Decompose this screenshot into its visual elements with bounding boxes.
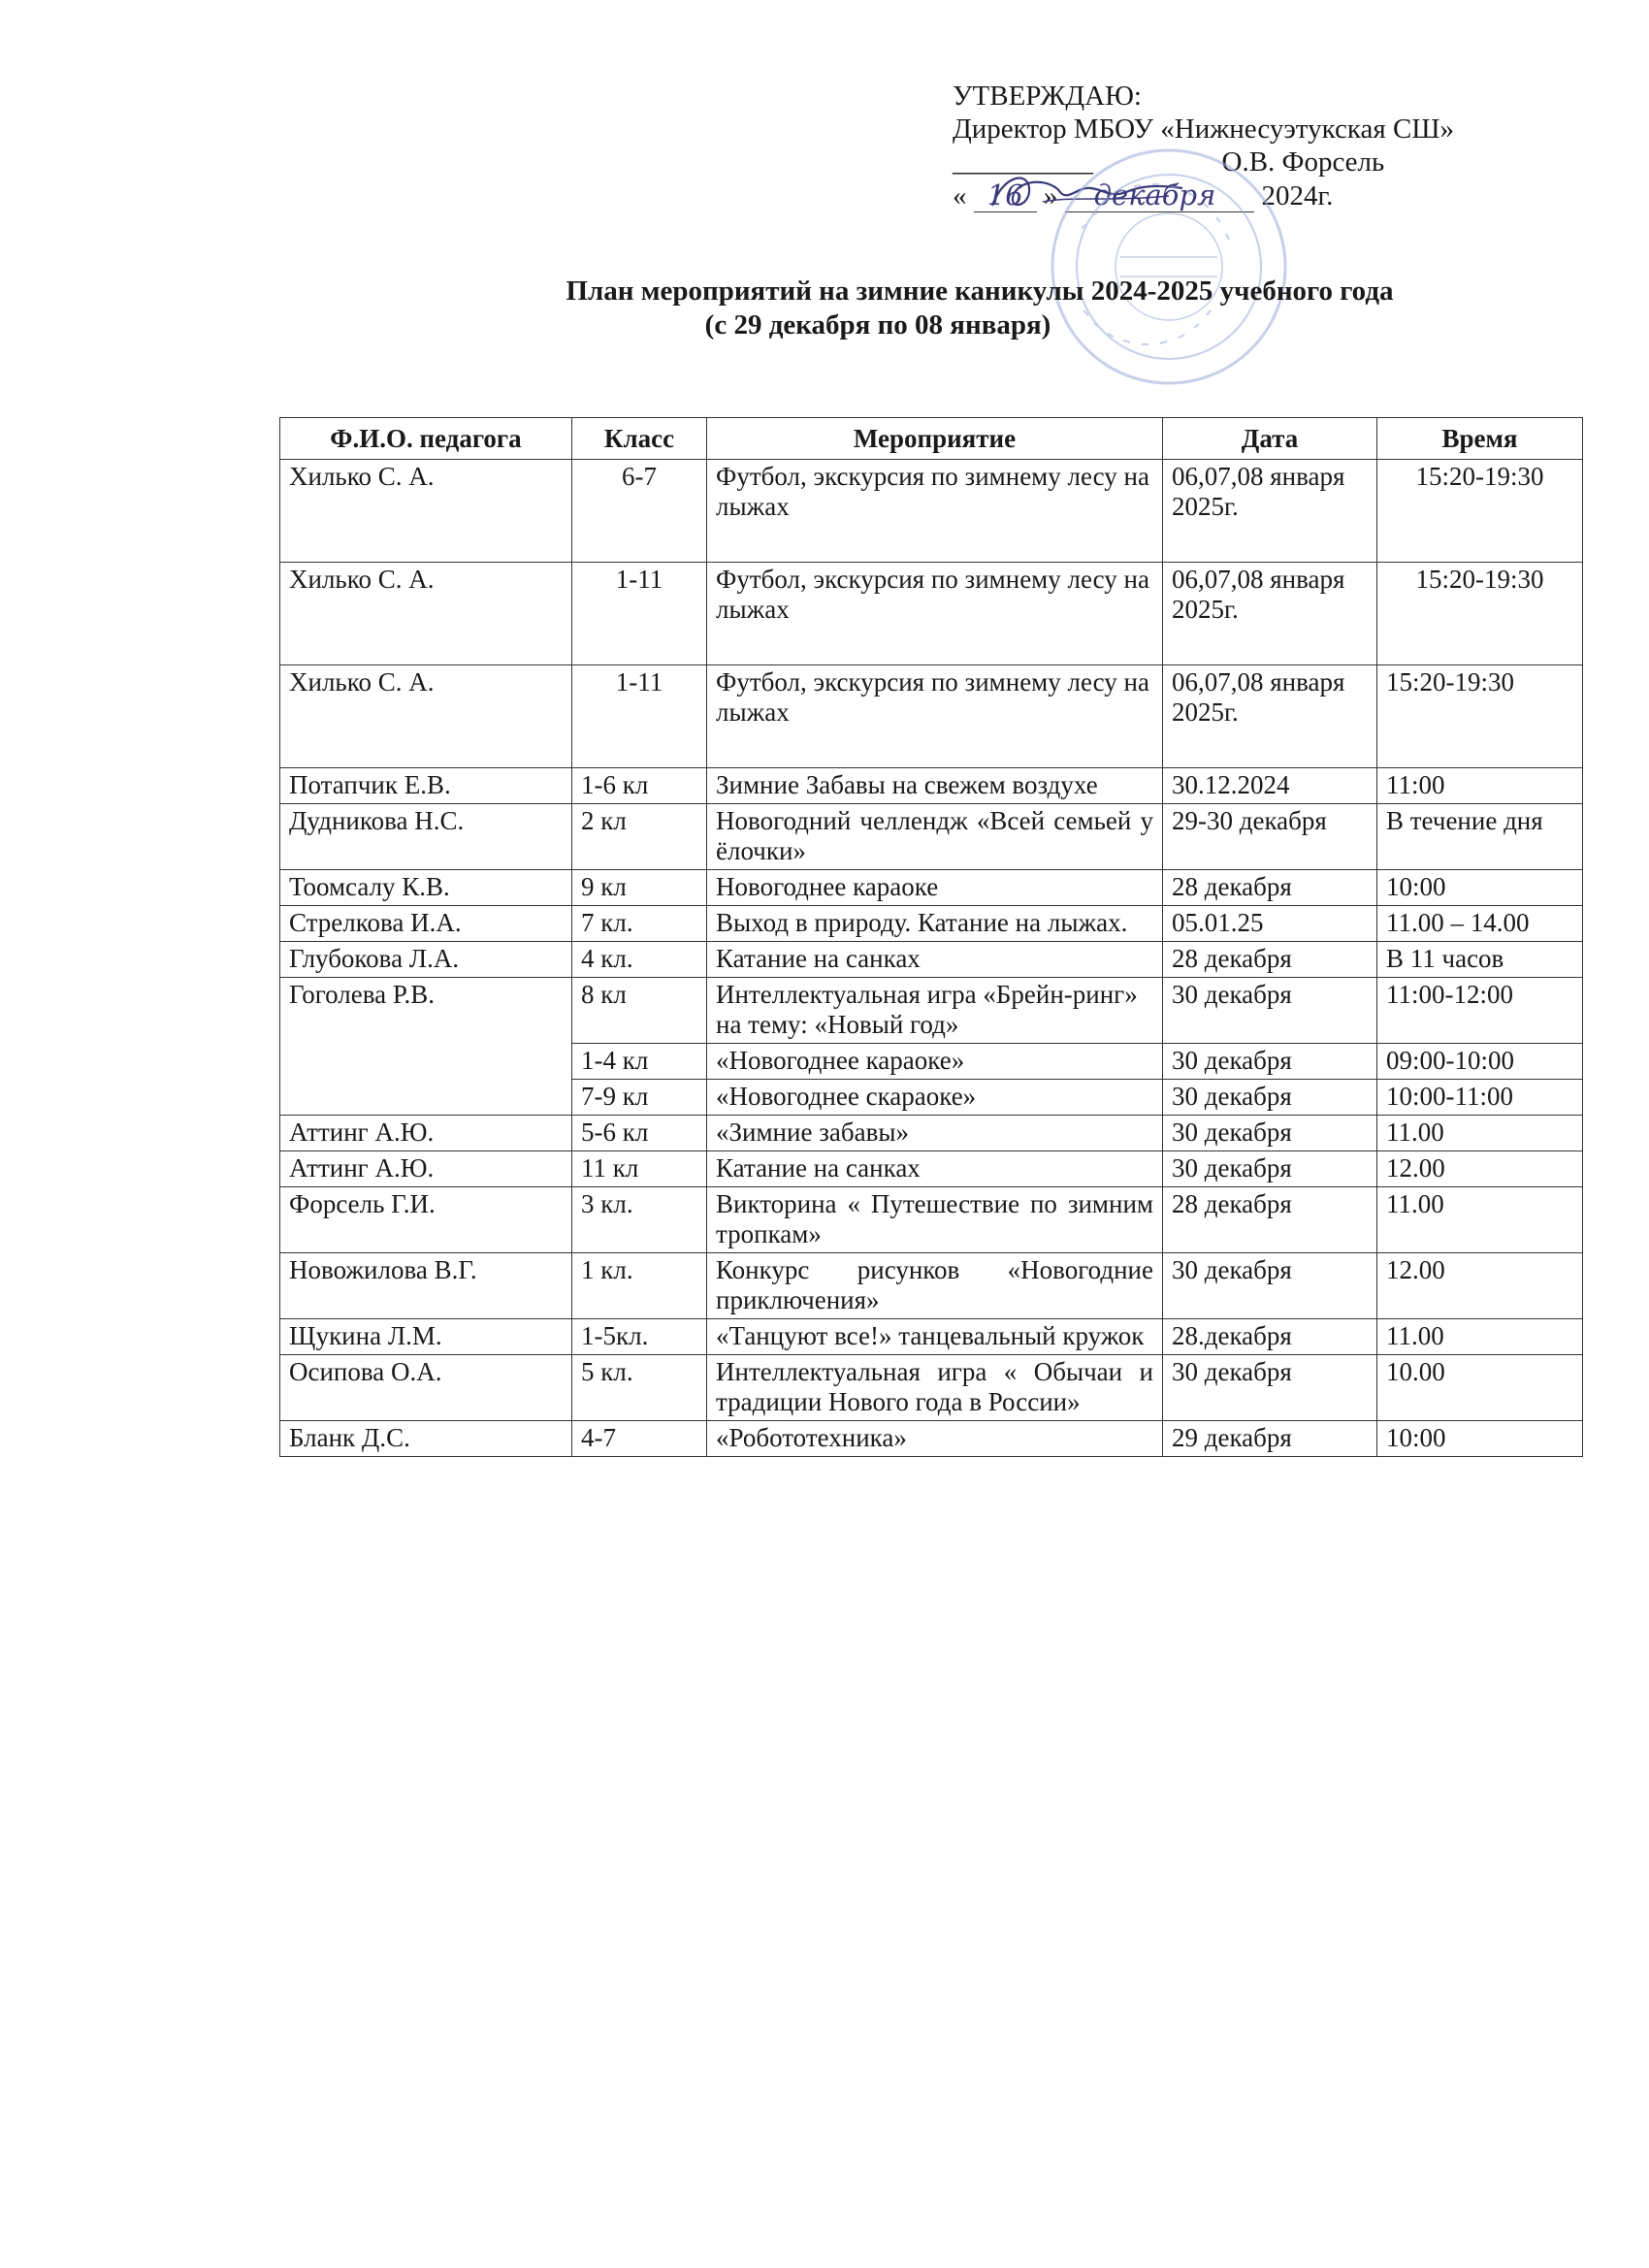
cell-date: 06,07,08 января 2025г.	[1163, 460, 1377, 563]
table-row	[280, 665, 1583, 768]
cell-teacher: Глубокова Л.А.	[280, 942, 572, 978]
cell-teacher: Гоголева Р.В.	[280, 978, 572, 1116]
cell-time: 11:00	[1377, 768, 1583, 804]
cell-time: 15:20-19:30	[1377, 563, 1583, 665]
cell-event: Интеллектуальная игра « Обычаи и традиции Нового года в России»	[707, 1355, 1163, 1421]
cell-class: 1-11	[572, 665, 707, 768]
cell-teacher: Хилько С. А.	[280, 460, 572, 563]
header-time: Время	[1377, 418, 1583, 460]
cell-teacher: Аттинг А.Ю.	[280, 1151, 572, 1187]
cell-class: 2 кл	[572, 804, 707, 870]
title-line-1: План мероприятий на зимние каникулы 2024-2025 учебного года	[566, 275, 1394, 307]
table-row	[280, 1116, 1583, 1151]
cell-event: «Новогоднее скараоке»	[707, 1080, 1163, 1116]
document-title	[0, 275, 1649, 342]
cell-time: 10:00	[1377, 1421, 1583, 1457]
cell-time: В 11 часов	[1377, 942, 1583, 978]
table-row	[280, 906, 1583, 942]
title-line-2: (с 29 декабря по 08 января)	[704, 309, 1051, 340]
cell-class: 1 кл.	[572, 1253, 707, 1319]
cell-class: 11 кл	[572, 1151, 707, 1187]
cell-event: Футбол, экскурсия по зимнему лесу на лыжах	[707, 563, 1163, 665]
cell-time: 09:00-10:00	[1377, 1044, 1583, 1080]
approval-director: Директор МБОУ «Нижнесуэтукская СШ»	[953, 113, 1455, 145]
table-row	[280, 1151, 1583, 1187]
cell-class: 4-7	[572, 1421, 707, 1457]
cell-class: 5-6 кл	[572, 1116, 707, 1151]
cell-time: 10.00	[1377, 1355, 1583, 1421]
cell-class: 1-11	[572, 563, 707, 665]
cell-event: Футбол, экскурсия по зимнему лесу на лыжах	[707, 460, 1163, 563]
cell-time: 11.00	[1377, 1187, 1583, 1253]
table-row	[280, 942, 1583, 978]
cell-class: 9 кл	[572, 870, 707, 906]
approval-heading: УТВЕРЖДАЮ:	[953, 81, 1142, 112]
cell-date: 30.12.2024	[1163, 768, 1377, 804]
cell-class: 3 кл.	[572, 1187, 707, 1253]
cell-event: Конкурс рисунков «Новогодние приключения»	[707, 1253, 1163, 1319]
cell-event: Интеллектуальная игра «Брейн-ринг» на тему: «Новый год»	[707, 978, 1163, 1044]
header-event: Мероприятие	[707, 418, 1163, 460]
cell-time: 12.00	[1377, 1253, 1583, 1319]
cell-event: Выход в природу. Катание на лыжах.	[707, 906, 1163, 942]
cell-date: 28 декабря	[1163, 870, 1377, 906]
cell-event: Футбол, экскурсия по зимнему лесу на лыжах	[707, 665, 1163, 768]
cell-teacher: Осипова О.А.	[280, 1355, 572, 1421]
cell-teacher: Хилько С. А.	[280, 563, 572, 665]
cell-event: Катание на санках	[707, 1151, 1163, 1187]
cell-time: 15:20-19:30	[1377, 665, 1583, 768]
cell-event: Викторина « Путешествие по зимним тропкам»	[707, 1187, 1163, 1253]
cell-teacher: Новожилова В.Г.	[280, 1253, 572, 1319]
cell-event: «Танцуют все!» танцевальный кружок	[707, 1319, 1163, 1355]
cell-teacher: Щукина Л.М.	[280, 1319, 572, 1355]
cell-date: 30 декабря	[1163, 1253, 1377, 1319]
cell-class: 5 кл.	[572, 1355, 707, 1421]
cell-event: «Робототехника»	[707, 1421, 1163, 1457]
table-row	[280, 1187, 1583, 1253]
cell-date: 29 декабря	[1163, 1421, 1377, 1457]
table-row	[280, 1355, 1583, 1421]
cell-date: 30 декабря	[1163, 1044, 1377, 1080]
cell-teacher: Тоомсалу К.В.	[280, 870, 572, 906]
cell-event: Катание на санках	[707, 942, 1163, 978]
cell-event: «Новогоднее караоке»	[707, 1044, 1163, 1080]
director-name: О.В. Форсель	[1221, 146, 1385, 178]
cell-event: «Зимние забавы»	[707, 1116, 1163, 1151]
cell-class: 4 кл.	[572, 942, 707, 978]
cell-date: 05.01.25	[1163, 906, 1377, 942]
table-row	[280, 1421, 1583, 1457]
approval-month: декабря	[1065, 178, 1255, 212]
cell-teacher: Потапчик Е.В.	[280, 768, 572, 804]
cell-time: 11.00 – 14.00	[1377, 906, 1583, 942]
cell-date: 29-30 декабря	[1163, 804, 1377, 870]
cell-time: В течение дня	[1377, 804, 1583, 870]
cell-teacher: Дудникова Н.С.	[280, 804, 572, 870]
cell-class: 7 кл.	[572, 906, 707, 942]
cell-date: 28.декабря	[1163, 1319, 1377, 1355]
cell-class: 1-4 кл	[572, 1044, 707, 1080]
school-stamp-icon	[1043, 141, 1295, 393]
header-date: Дата	[1163, 418, 1377, 460]
table-header-row	[280, 418, 1583, 460]
cell-time: 11.00	[1377, 1116, 1583, 1151]
cell-teacher: Аттинг А.Ю.	[280, 1116, 572, 1151]
cell-event: Зимние Забавы на свежем воздухе	[707, 768, 1163, 804]
header-class: Класс	[572, 418, 707, 460]
cell-date: 28 декабря	[1163, 942, 1377, 978]
cell-time: 11:00-12:00	[1377, 978, 1583, 1044]
cell-class: 1-6 кл	[572, 768, 707, 804]
cell-event: Новогоднее караоке	[707, 870, 1163, 906]
cell-teacher: Бланк Д.С.	[280, 1421, 572, 1457]
cell-class: 8 кл	[572, 978, 707, 1044]
table-row	[280, 978, 1583, 1044]
cell-time: 15:20-19:30	[1377, 460, 1583, 563]
header-teacher: Ф.И.О. педагога	[280, 418, 572, 460]
signature-blank: __________	[953, 146, 1093, 178]
approval-year: 2024г.	[1261, 180, 1334, 211]
cell-date: 30 декабря	[1163, 1151, 1377, 1187]
cell-teacher: Хилько С. А.	[280, 665, 572, 768]
table-row	[280, 1253, 1583, 1319]
cell-date: 06,07,08 января 2025г.	[1163, 563, 1377, 665]
cell-class: 6-7	[572, 460, 707, 563]
cell-class: 7-9 кл	[572, 1080, 707, 1116]
table-row	[280, 804, 1583, 870]
table-row	[280, 1319, 1583, 1355]
table-row	[280, 870, 1583, 906]
approval-date-line: « 16 » декабря 2024г.	[953, 178, 1334, 211]
cell-class: 1-5кл.	[572, 1319, 707, 1355]
cell-time: 10:00-11:00	[1377, 1080, 1583, 1116]
approval-day: 16	[974, 178, 1037, 212]
table-row	[280, 768, 1583, 804]
cell-date: 30 декабря	[1163, 1116, 1377, 1151]
cell-date: 06,07,08 января 2025г.	[1163, 665, 1377, 768]
table-row	[280, 563, 1583, 665]
cell-teacher: Стрелкова И.А.	[280, 906, 572, 942]
cell-time: 10:00	[1377, 870, 1583, 906]
cell-time: 11.00	[1377, 1319, 1583, 1355]
cell-date: 30 декабря	[1163, 1080, 1377, 1116]
events-table	[279, 417, 1583, 1457]
table-row	[280, 460, 1583, 563]
cell-date: 28 декабря	[1163, 1187, 1377, 1253]
cell-date: 30 декабря	[1163, 978, 1377, 1044]
cell-time: 12.00	[1377, 1151, 1583, 1187]
cell-event: Новогодний челлендж «Всей семьей у ёлочки»	[707, 804, 1163, 870]
cell-date: 30 декабря	[1163, 1355, 1377, 1421]
cell-teacher: Форсель Г.И.	[280, 1187, 572, 1253]
